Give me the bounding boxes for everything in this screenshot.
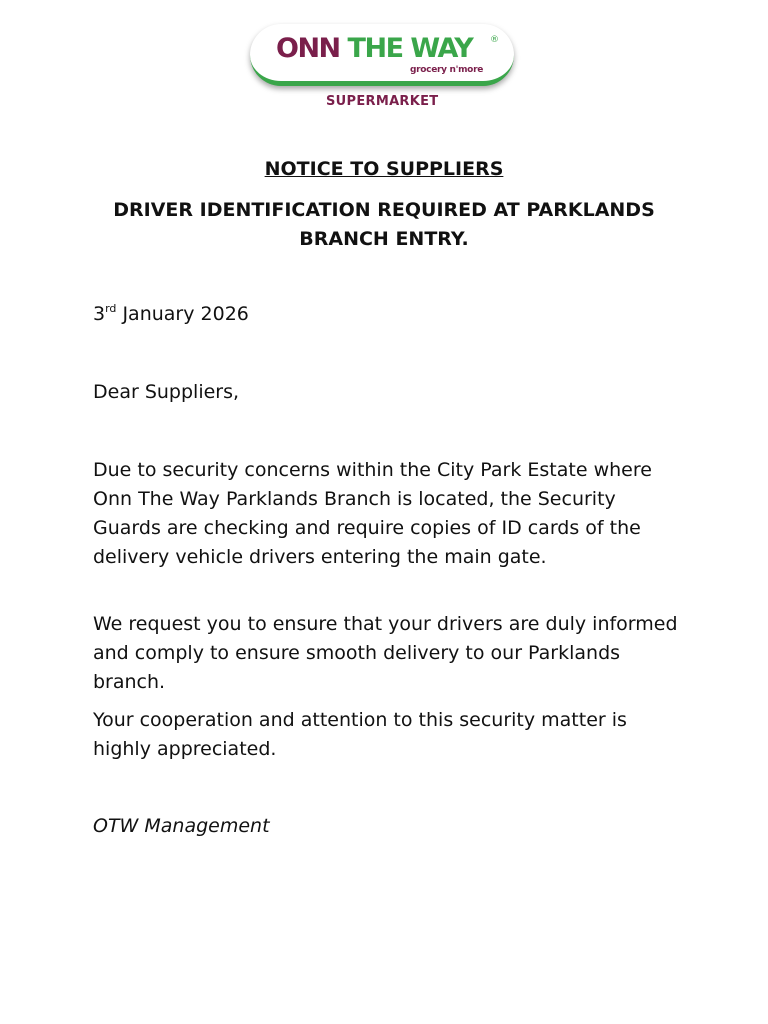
logo-word-onn: ONN xyxy=(276,33,340,64)
registered-mark-icon: ® xyxy=(490,35,499,45)
letter-paragraph-3: Your cooperation and attention to this security matter is highly appreciated. xyxy=(93,709,627,760)
date-day: 3 xyxy=(93,303,106,325)
onn-the-way-logo xyxy=(250,24,516,114)
letter-greeting: Dear Suppliers, xyxy=(93,381,240,403)
letter-paragraph-2: We request you to ensure that your drivers are duly informed and comply to ensure smooth delivery to our Parklands branch. xyxy=(93,613,678,693)
letter-paragraph-1: Due to security concerns within the City Park Estate where Onn The Way Parklands Branch is located, the Security Guards are checking and require copies of ID cards of the delivery vehicle drivers entering the main gate. xyxy=(93,459,652,568)
notice-title: NOTICE TO SUPPLIERS xyxy=(264,158,504,180)
logo-word-the-way: THE WAY xyxy=(339,33,473,64)
logo-tagline: grocery n'more xyxy=(410,65,484,75)
notice-headline: DRIVER IDENTIFICATION REQUIRED AT PARKLANDS BRANCH ENTRY. xyxy=(113,199,655,250)
logo-wordmark xyxy=(276,33,472,65)
letter-date xyxy=(93,300,683,329)
logo-badge xyxy=(250,24,514,86)
date-month-year: January 2026 xyxy=(116,303,249,325)
logo-subtitle: SUPERMARKET xyxy=(326,94,439,109)
letter-signature: OTW Management xyxy=(93,815,270,837)
date-suffix: rd xyxy=(105,302,117,315)
